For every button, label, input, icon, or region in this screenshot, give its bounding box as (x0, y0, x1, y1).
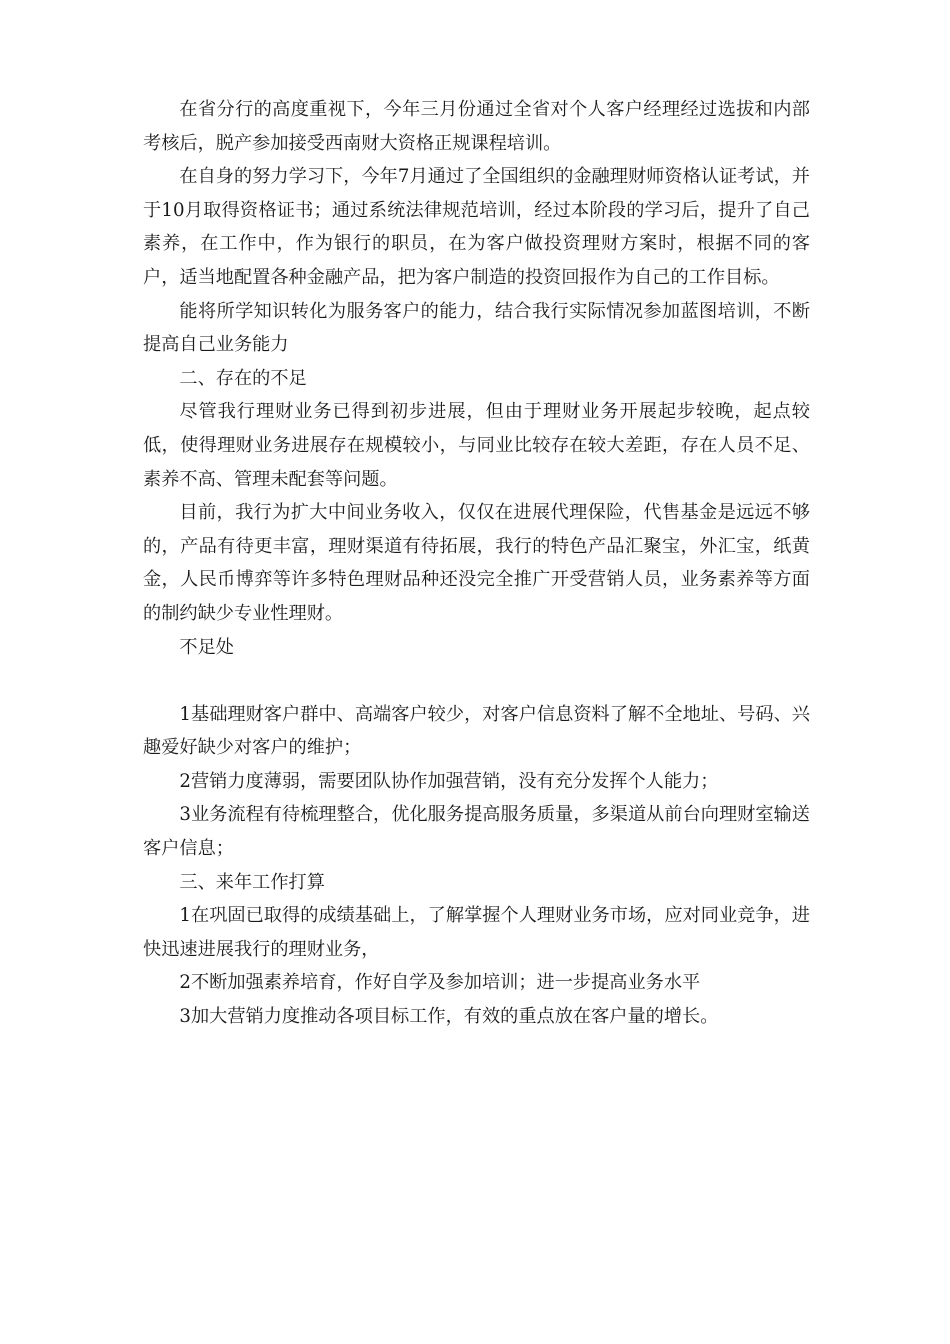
list-item-deficiency-2: 2营销力度薄弱，需要团队协作加强营销，没有充分发挥个人能力； (179, 770, 719, 792)
list-item-plan-1: 1在巩固已取得的成绩基础上，了解掌握个人理财业务市场，应对同业竞争，进快迅速进展我行的理财业务， (143, 905, 810, 960)
heading-shortcomings: 二、存在的不足 (179, 367, 307, 389)
document-body (143, 93, 810, 1034)
list-item-plan-2: 2不断加强素养培育，作好自学及参加培训；进一步提高业务水平 (179, 972, 701, 994)
paragraph-deficiencies-label: 不足处 (179, 636, 234, 658)
blank-line (143, 664, 810, 698)
paragraph-progress: 尽管我行理财业务已得到初步进展，但由于理财业务开展起步较晚，起点较低，使得理财业务进展存在规模较小，与同业比较存在较大差距，存在人员不足、素养不高、管理未配套等问题。 (143, 401, 810, 490)
paragraph-current-status: 目前，我行为扩大中间业务收入，仅仅在进展代理保险，代售基金是远远不够的，产品有待更丰富，理财渠道有待拓展，我行的特色产品汇聚宝，外汇宝，纸黄金，人民币博弈等许多特色理财品种还没完全推广开受营销人员，业务素养等方面的制约缺少专业性理财。 (143, 502, 810, 624)
heading-next-year-plan: 三、来年工作打算 (179, 871, 325, 893)
list-item-deficiency-3: 3业务流程有待梳理整合，优化服务提高服务质量，多渠道从前台向理财室输送客户信息； (143, 804, 810, 860)
paragraph-training: 在省分行的高度重视下，今年三月份通过全省对个人客户经理经过选拔和内部考核后，脱产参加接受西南财大资格正规课程培训。 (143, 99, 810, 154)
paragraph-blueprint-training: 能将所学知识转化为服务客户的能力，结合我行实际情况参加蓝图培训，不断提高自己业务能力 (143, 300, 810, 356)
paragraph-certification: 在自身的努力学习下，今年7月通过了全国组织的金融理财师资格认证考试，并于10月取得资格证书；通过系统法律规范培训，经过本阶段的学习后，提升了自己素养，在工作中，作为银行的职员，在为客户做投资理财方案时，根据不同的客户，适当地配置各种金融产品，把为客户制造的投资回报作为自己的工作目标。 (143, 166, 810, 288)
list-item-plan-3: 3加大营销力度推动各项目标工作，有效的重点放在客户量的增长。 (179, 1006, 719, 1028)
list-item-deficiency-1: 1基础理财客户群中、高端客户较少，对客户信息资料了解不全地址、号码、兴趣爱好缺少对客户的维护； (143, 703, 810, 759)
